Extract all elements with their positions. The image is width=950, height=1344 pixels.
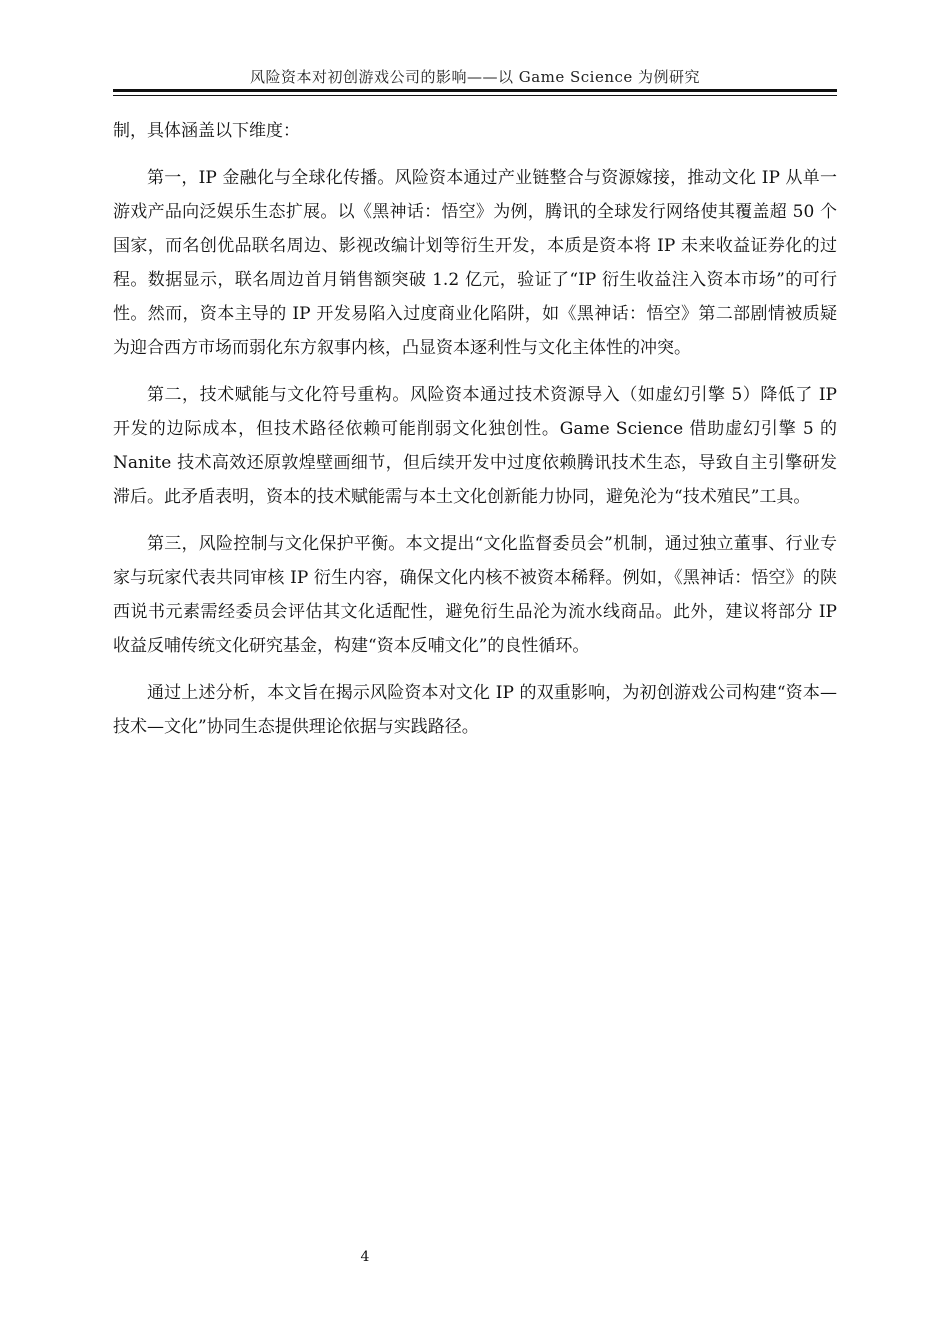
paragraph-risk-control: 第三，风险控制与文化保护平衡。本文提出“文化监督委员会”机制，通过独立董事、行业专家与玩家代表共同审核 IP 衍生内容，确保文化内核不被资本稀释。例如，《黑神话：悟空》的陕西说书元素需经委员会评估其文化适配性，避免衍生品沦为流水线商品。此外，建议将部分 IP 收益反哺传统文化研究基金，构建“资本反哺文化”的良性循环。	[113, 534, 837, 656]
header-rule-thick	[113, 89, 837, 92]
paragraph-continuation: 制，具体涵盖以下维度：	[113, 121, 300, 141]
body-text	[113, 114, 837, 757]
paragraph-tech-empowerment: 第二，技术赋能与文化符号重构。风险资本通过技术资源导入（如虚幻引擎 5）降低了 IP 开发的边际成本，但技术路径依赖可能削弱文化独创性。Game Science 借助虚幻引擎 5 的 Nanite 技术高效还原敦煌壁画细节，但后续开发中过度依赖腾讯技术生态，导致自主引擎研发滞后。此矛盾表明，资本的技术赋能需与本土文化创新能力协同，避免沦为“技术殖民”工具。	[113, 385, 837, 507]
header-rule-thin	[113, 95, 837, 96]
running-header: 风险资本对初创游戏公司的影响——以 Game Science 为例研究	[249, 68, 701, 86]
page-number: 4	[360, 1249, 370, 1265]
paragraph-conclusion: 通过上述分析，本文旨在揭示风险资本对文化 IP 的双重影响，为初创游戏公司构建“资本—技术—文化”协同生态提供理论依据与实践路径。	[113, 683, 837, 737]
paragraph-ip-financialization: 第一，IP 金融化与全球化传播。风险资本通过产业链整合与资源嫁接，推动文化 IP 从单一游戏产品向泛娱乐生态扩展。以《黑神话：悟空》为例，腾讯的全球发行网络使其覆盖超 50 个国家，而名创优品联名周边、影视改编计划等衍生开发，本质是资本将 IP 未来收益证券化的过程。数据显示，联名周边首月销售额突破 1.2 亿元，验证了“IP 衍生收益注入资本市场”的可行性。然而，资本主导的 IP 开发易陷入过度商业化陷阱，如《黑神话：悟空》第二部剧情被质疑为迎合西方市场而弱化东方叙事内核，凸显资本逐利性与文化主体性的冲突。	[113, 168, 837, 358]
